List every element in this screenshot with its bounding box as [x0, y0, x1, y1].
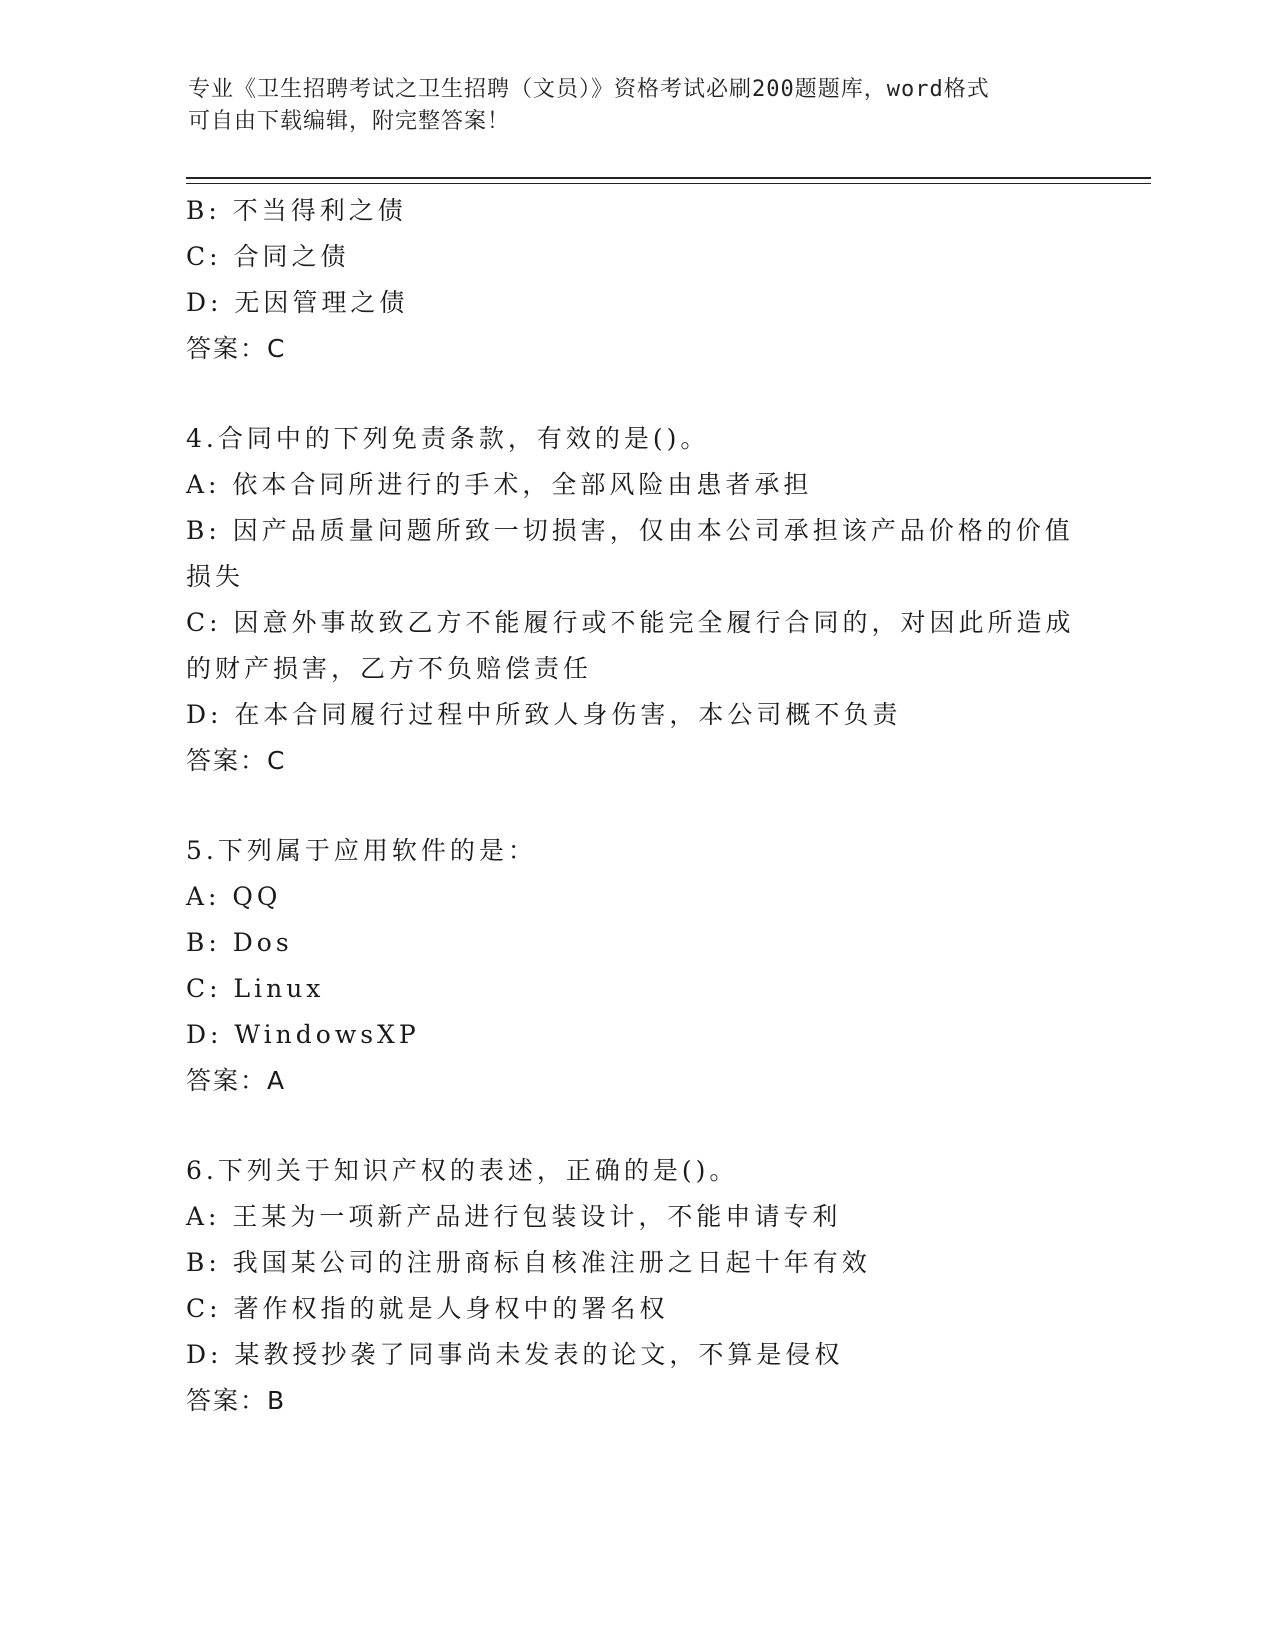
- option-b-line-1: B: 因产品质量问题所致一切损害，仅由本公司承担该产品价格的价值: [186, 516, 1074, 545]
- question-4: [186, 416, 1086, 784]
- option-a: A: QQ: [186, 882, 282, 911]
- question-list: [186, 188, 1086, 1424]
- option-b: B: Dos: [186, 928, 293, 957]
- option-c-line-2: 的财产损害，乙方不负赔偿责任: [186, 654, 593, 683]
- header-line-2: 可自由下载编辑，附完整答案！: [188, 109, 511, 134]
- option-c: C: 著作权指的就是人身权中的署名权: [186, 1294, 669, 1323]
- option-b: B: 我国某公司的注册商标自核准注册之日起十年有效: [186, 1248, 871, 1277]
- option-a: A: 王某为一项新产品进行包装设计，不能申请专利: [186, 1202, 842, 1231]
- answer: 答案：B: [186, 1386, 287, 1415]
- answer: 答案：C: [186, 334, 287, 363]
- header-line-1: 专业《卫生招聘考试之卫生招聘（文员）》资格考试必刷200题题库，word格式: [188, 77, 990, 102]
- option-d: D: 某教授抄袭了同事尚未发表的论文，不算是侵权: [186, 1340, 844, 1369]
- document-header: [188, 74, 1068, 138]
- option-c: C: Linux: [186, 974, 325, 1003]
- option-b: B: 不当得利之债: [186, 196, 407, 225]
- question-3-continued: [186, 188, 1086, 372]
- option-c-line-1: C: 因意外事故致乙方不能履行或不能完全履行合同的，对因此所造成: [186, 608, 1075, 637]
- option-c: C: 合同之债: [186, 242, 350, 271]
- option-d: D: WindowsXP: [186, 1020, 420, 1049]
- option-b-line-2: 损失: [186, 562, 245, 591]
- question-5: [186, 828, 1086, 1104]
- question-6: [186, 1148, 1086, 1424]
- option-d: D: 在本合同履行过程中所致人身伤害，本公司概不负责: [186, 700, 902, 729]
- question-text: 5.下列属于应用软件的是：: [186, 836, 537, 865]
- question-text: 6.下列关于知识产权的表述，正确的是()。: [186, 1156, 739, 1185]
- question-text: 4.合同中的下列免责条款，有效的是()。: [186, 424, 710, 453]
- header-divider: [186, 177, 1151, 184]
- option-d: D: 无因管理之债: [186, 288, 409, 317]
- answer: 答案：A: [186, 1066, 287, 1095]
- option-a: A: 依本合同所进行的手术，全部风险由患者承担: [186, 470, 813, 499]
- answer: 答案：C: [186, 746, 287, 775]
